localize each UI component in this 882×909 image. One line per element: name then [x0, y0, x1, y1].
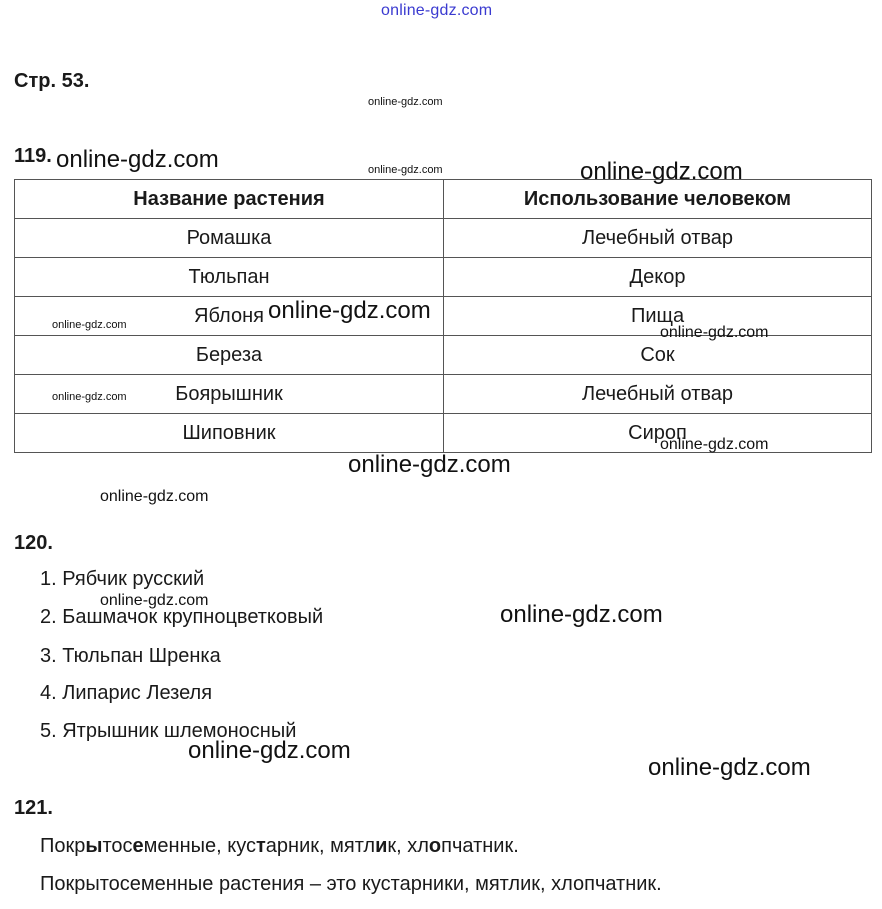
cell-plant: Тюльпан: [15, 258, 444, 297]
table-row: [15, 219, 872, 258]
page-title: Стр. 53.: [14, 70, 90, 92]
cell-plant: Яблоня: [15, 297, 444, 336]
watermark: online-gdz.com: [268, 297, 431, 324]
highlighted-letter: о: [428, 835, 442, 857]
column-header-usage: Использование человеком: [444, 180, 872, 219]
answer-line: Покрытосеменные растения – это кустарники, мятлик, хлопчатник.: [40, 873, 662, 895]
cell-usage: Декор: [444, 258, 872, 297]
task-121-number: 121.: [14, 797, 53, 819]
highlighted-letter: и: [375, 835, 388, 857]
list-item: 1. Рябчик русский: [40, 568, 205, 590]
text-fragment: Покр: [40, 835, 86, 857]
watermark: online-gdz.com: [368, 96, 443, 108]
watermark-top: online-gdz.com: [381, 2, 493, 19]
watermark: online-gdz.com: [368, 164, 443, 176]
task-119-number: 119.: [14, 145, 52, 167]
cell-plant: Береза: [15, 336, 444, 375]
table-header-row: [15, 180, 872, 219]
list-item: 5. Ятрышник шлемоносный: [40, 720, 297, 742]
watermark: online-gdz.com: [100, 488, 209, 505]
watermark: online-gdz.com: [52, 319, 127, 331]
cell-plant: Шиповник: [15, 414, 444, 453]
watermark: online-gdz.com: [660, 324, 769, 341]
highlighted-letter: ы: [85, 835, 103, 857]
cell-usage: Сок: [444, 336, 872, 375]
list-item: 2. Башмачок крупноцветковый: [40, 606, 324, 628]
task-120-number: 120.: [14, 532, 53, 554]
table-row: [15, 375, 872, 414]
plants-table: [14, 179, 872, 453]
list-item: 4. Липарис Лезеля: [40, 682, 213, 704]
cell-usage: Сироп: [444, 414, 872, 453]
text-fragment: к, хл: [387, 835, 429, 857]
text-fragment: менные, кус: [143, 835, 256, 857]
cell-plant: Ромашка: [15, 219, 444, 258]
watermark: online-gdz.com: [500, 601, 663, 628]
watermark: online-gdz.com: [348, 451, 511, 478]
answer-line-highlighted: [40, 835, 519, 858]
watermark: online-gdz.com: [580, 158, 743, 185]
column-header-plant: Название растения: [15, 180, 444, 219]
text-fragment: тос: [102, 835, 133, 857]
highlighted-letter: т: [255, 835, 266, 857]
highlighted-letter: е: [132, 835, 144, 857]
cell-plant: Боярышник: [15, 375, 444, 414]
watermark: online-gdz.com: [660, 436, 769, 453]
watermark: online-gdz.com: [100, 592, 209, 609]
list-item: 3. Тюльпан Шренка: [40, 645, 221, 667]
table-row: [15, 258, 872, 297]
cell-usage: Пища: [444, 297, 872, 336]
watermark: online-gdz.com: [648, 754, 811, 781]
watermark: online-gdz.com: [188, 737, 351, 764]
text-fragment: пчатник.: [441, 835, 519, 857]
watermark: online-gdz.com: [56, 146, 219, 173]
cell-usage: Лечебный отвар: [444, 219, 872, 258]
watermark: online-gdz.com: [52, 391, 127, 403]
text-fragment: арник, мятл: [265, 835, 376, 857]
cell-usage: Лечебный отвар: [444, 375, 872, 414]
